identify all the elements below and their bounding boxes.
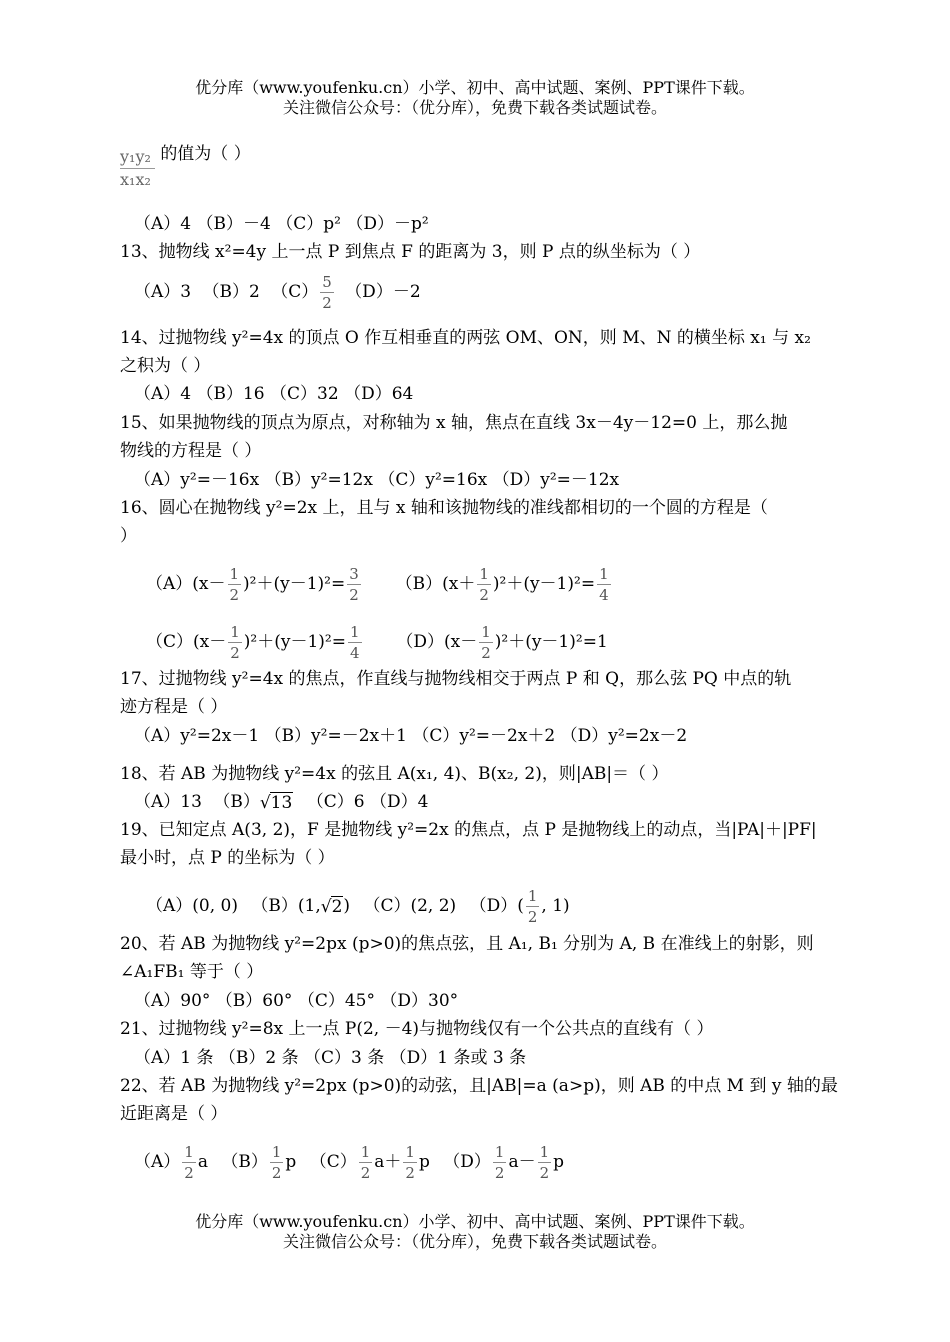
q12-stem-tail: 的值为（ ） bbox=[160, 144, 251, 164]
q19-opt-b bbox=[251, 896, 350, 916]
q19-radicand: 2 bbox=[331, 896, 343, 917]
q22-opt-c bbox=[309, 1143, 430, 1182]
q16-b-frac-1 bbox=[477, 564, 491, 605]
q19-sqrt bbox=[321, 895, 344, 919]
q16-d-frac-1 bbox=[479, 622, 493, 663]
q16-opt-c-label: （C）(x－ bbox=[146, 632, 227, 652]
q21-options: （A）1 条 （B）2 条 （C）3 条 （D）1 条或 3 条 bbox=[134, 1048, 527, 1068]
frac-num: 1 bbox=[229, 565, 240, 583]
q16-opt-a-mid: )²＋(y－1)²= bbox=[243, 574, 346, 594]
q19-d-post: , 1) bbox=[541, 896, 570, 916]
sqrt-sign: √ bbox=[320, 896, 332, 917]
q22-b-var: p bbox=[285, 1152, 297, 1172]
frac-num: 1 bbox=[599, 565, 609, 583]
q19-opt-d bbox=[469, 887, 570, 926]
q13-stem: 13、抛物线 x²=4y 上一点 P 到焦点 F 的距离为 3，则 P 点的纵坐标为（ ） bbox=[120, 242, 701, 262]
frac-num: 1 bbox=[360, 1143, 371, 1161]
frac-den: 2 bbox=[527, 908, 538, 926]
frac-den: 2 bbox=[349, 586, 359, 604]
q13-c-num: 5 bbox=[322, 273, 332, 291]
frac-num: 1 bbox=[539, 1143, 550, 1161]
page-footer bbox=[0, 1212, 950, 1252]
q16-a-frac-1 bbox=[228, 564, 242, 605]
q22-a-frac bbox=[182, 1142, 196, 1183]
q14-stem-line-2: 之积为（ ） bbox=[120, 356, 211, 376]
q22-c-frac-2 bbox=[403, 1142, 417, 1183]
q22-a-label: （A） bbox=[134, 1152, 181, 1172]
q13-options bbox=[134, 272, 421, 313]
header-line-1: 优分库（www.youfenku.cn）小学、初中、高中试题、案例、PPT课件下载。 bbox=[195, 78, 755, 97]
q22-opt-b bbox=[221, 1143, 297, 1182]
frac-num: 3 bbox=[349, 565, 359, 583]
q22-a-var: a bbox=[197, 1152, 208, 1172]
q18-opt-b: （B） bbox=[213, 792, 260, 812]
q22-d-frac-2 bbox=[538, 1142, 552, 1183]
q16-b-frac-2 bbox=[597, 564, 611, 605]
q22-options bbox=[134, 1142, 564, 1183]
q19-opt-a: （A）(0, 0) bbox=[146, 896, 238, 916]
frac-num: 1 bbox=[349, 623, 360, 641]
q12-fraction bbox=[120, 146, 155, 191]
frac-num: 1 bbox=[479, 565, 489, 583]
q13-opt-d: （D）－2 bbox=[345, 282, 421, 302]
q12-frac-den: x₁x₂ bbox=[120, 170, 151, 189]
q22-c-frac-1 bbox=[359, 1142, 373, 1183]
q22-d-frac-1 bbox=[493, 1142, 507, 1183]
q22-c-label: （C） bbox=[309, 1152, 357, 1172]
frac-den: 2 bbox=[405, 1164, 415, 1182]
footer-line-1: 优分库（www.youfenku.cn）小学、初中、高中试题、案例、PPT课件下载。 bbox=[195, 1212, 755, 1231]
q22-c-var: p bbox=[418, 1152, 430, 1172]
q20-stem-line-1: 20、若 AB 为抛物线 y²=2px (p>0)的焦点弦，且 A₁, B₁ 分别为 A, B 在准线上的射影，则 bbox=[120, 934, 814, 954]
q22-d-var: p bbox=[553, 1152, 565, 1172]
q18-opt-cd: （C）6 （D）4 bbox=[306, 792, 429, 812]
q15-options: （A）y²=－16x （B）y²=12x （C）y²=16x （D）y²=－12x bbox=[134, 470, 620, 490]
q16-opt-d-label: （D）(x－ bbox=[396, 632, 478, 652]
q17-options: （A）y²=2x－1 （B）y²=－2x＋1 （C）y²=－2x＋2 （D）y²=2x－2 bbox=[134, 726, 688, 746]
frac-num: 1 bbox=[527, 887, 538, 905]
frac-den: 2 bbox=[494, 1164, 505, 1182]
q19-options bbox=[146, 886, 570, 927]
frac-num: 1 bbox=[481, 623, 491, 641]
frac-den: 2 bbox=[230, 644, 240, 662]
q22-opt-a bbox=[134, 1143, 208, 1182]
q13-opt-c: （C） bbox=[271, 282, 319, 302]
q19-b-pre: （B）(1, bbox=[251, 896, 321, 916]
q21-stem: 21、过抛物线 y²=8x 上一点 P(2, －4)与抛物线仅有一个公共点的直线有（ ） bbox=[120, 1019, 714, 1039]
frac-den: 2 bbox=[271, 1164, 282, 1182]
q16-opt-a-label: （A）(x－ bbox=[146, 574, 226, 594]
frac-num: 1 bbox=[230, 623, 240, 641]
q18-stem: 18、若 AB 为抛物线 y²=4x 的弦且 A(x₁, 4)、B(x₂, 2)，则|AB|＝（ ） bbox=[120, 764, 669, 784]
q12-stem bbox=[120, 142, 251, 191]
q12-options: （A）4 （B）－4 （C）p² （D）－p² bbox=[134, 214, 429, 234]
q16-opt-d-mid: )²＋(y－1)²=1 bbox=[494, 632, 608, 652]
q16-opt-b-mid: )²＋(y－1)²= bbox=[492, 574, 596, 594]
q22-b-label: （B） bbox=[221, 1152, 268, 1172]
q16-stem-line-2: ） bbox=[120, 526, 137, 546]
q16-opt-c-mid: )²＋(y－1)²= bbox=[243, 632, 346, 652]
frac-den: 4 bbox=[349, 644, 360, 662]
q16-a-frac-2 bbox=[347, 564, 361, 605]
sqrt-sign: √ bbox=[259, 792, 271, 813]
q15-stem-line-2: 物线的方程是（ ） bbox=[120, 441, 262, 461]
q17-stem-line-1: 17、过抛物线 y²=4x 的焦点，作直线与抛物线相交于两点 P 和 Q，那么弦 PQ 中点的轨 bbox=[120, 669, 792, 689]
q22-opt-d bbox=[443, 1143, 565, 1182]
q14-stem-line-1: 14、过抛物线 y²=4x 的顶点 O 作互相垂直的两弦 OM、ON，则 M、N 的横坐标 x₁ 与 x₂ bbox=[120, 328, 811, 348]
q22-c-plus: a＋ bbox=[374, 1152, 402, 1172]
q19-stem-line-2: 最小时，点 P 的坐标为（ ） bbox=[120, 848, 335, 868]
frac-num: 1 bbox=[271, 1143, 282, 1161]
q15-stem-line-1: 15、如果抛物线的顶点为原点，对称轴为 x 轴，焦点在直线 3x－4y－12=0 上，那么抛 bbox=[120, 413, 788, 433]
q12-frac-num: y₁y₂ bbox=[120, 146, 155, 169]
frac-num: 1 bbox=[494, 1143, 505, 1161]
q18-opt-a: （A）13 bbox=[134, 792, 202, 812]
frac-den: 2 bbox=[539, 1164, 550, 1182]
q20-stem-line-2: ∠A₁FB₁ 等于（ ） bbox=[120, 962, 264, 982]
frac-den: 2 bbox=[184, 1164, 194, 1182]
q19-d-pre: （D）( bbox=[469, 896, 524, 916]
q17-stem-line-2: 迹方程是（ ） bbox=[120, 697, 228, 717]
q13-c-den: 2 bbox=[322, 294, 332, 312]
q13-opt-b: （B）2 bbox=[202, 282, 260, 302]
q16-opt-b-label: （B）(x＋ bbox=[395, 574, 476, 594]
frac-num: 1 bbox=[405, 1143, 415, 1161]
header-line-2: 关注微信公众号：（优分库），免费下载各类试题试卷。 bbox=[282, 98, 667, 117]
frac-den: 2 bbox=[360, 1164, 371, 1182]
q20-options: （A）90° （B）60° （C）45° （D）30° bbox=[134, 991, 459, 1011]
q16-stem-line-1: 16、圆心在抛物线 y²=2x 上，且与 x 轴和该抛物线的准线都相切的一个圆的方程是（ bbox=[120, 498, 768, 518]
q22-b-frac bbox=[270, 1142, 284, 1183]
q18-sqrt bbox=[260, 791, 293, 815]
q22-stem-line-2: 近距离是（ ） bbox=[120, 1104, 228, 1124]
frac-den: 4 bbox=[599, 586, 609, 604]
q19-b-post: ) bbox=[343, 896, 351, 916]
frac-den: 2 bbox=[229, 586, 240, 604]
page-header bbox=[0, 78, 950, 118]
q14-options: （A）4 （B）16 （C）32 （D）64 bbox=[134, 384, 414, 404]
frac-num: 1 bbox=[184, 1143, 194, 1161]
frac-den: 2 bbox=[479, 586, 489, 604]
q22-d-minus: a－ bbox=[508, 1152, 536, 1172]
q13-opt-a: （A）3 bbox=[134, 282, 192, 302]
q19-opt-c: （C）(2, 2) bbox=[363, 896, 457, 916]
q16-options-ab bbox=[146, 564, 613, 605]
q22-d-label: （D） bbox=[443, 1152, 491, 1172]
q16-c-frac-2 bbox=[348, 622, 362, 663]
footer-line-2: 关注微信公众号：（优分库），免费下载各类试题试卷。 bbox=[282, 1232, 667, 1251]
q16-c-frac-1 bbox=[228, 622, 242, 663]
q19-d-frac bbox=[526, 886, 540, 927]
frac-den: 2 bbox=[481, 644, 491, 662]
q19-stem-line-1: 19、已知定点 A(3, 2)，F 是抛物线 y²=2x 的焦点，点 P 是抛物线上的动点，当|PA|＋|PF| bbox=[120, 820, 817, 840]
q16-options-cd bbox=[146, 622, 608, 663]
q13-opt-c-fraction bbox=[320, 272, 334, 313]
q22-stem-line-1: 22、若 AB 为抛物线 y²=2px (p>0)的动弦，且|AB|=a (a>p)，则 AB 的中点 M 到 y 轴的最 bbox=[120, 1076, 838, 1096]
q18-options bbox=[134, 790, 428, 815]
q18-radicand: 13 bbox=[270, 792, 293, 813]
